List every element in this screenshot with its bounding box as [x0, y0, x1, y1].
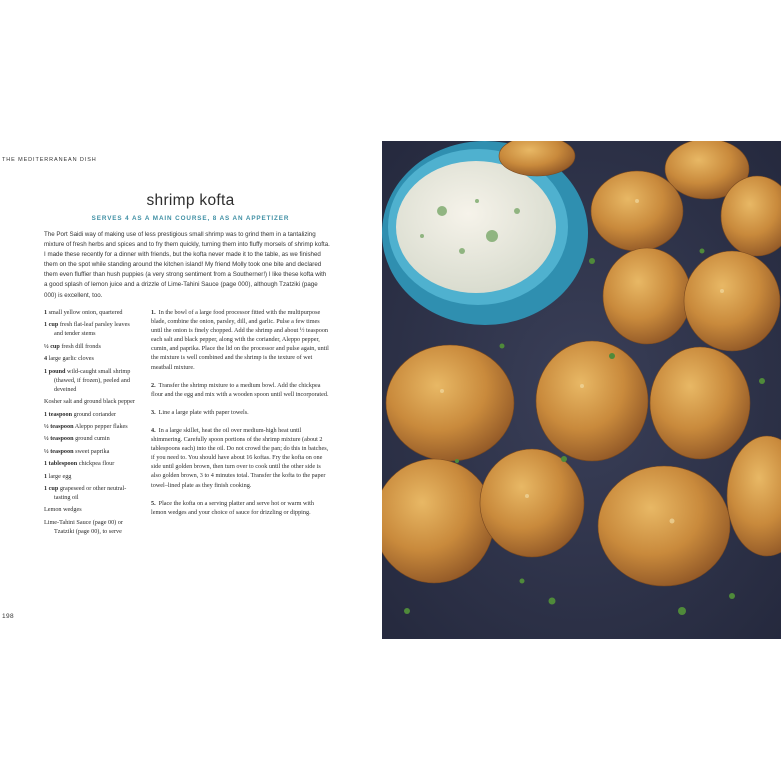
ingredient-text: wild-caught small shrimp (thawed, if frozen), peeled and deveined [54, 367, 131, 393]
page-number: 198 [2, 613, 15, 620]
method-step [151, 426, 329, 490]
ingredient-text: large garlic cloves [48, 355, 94, 363]
step-text: In the bowl of a large food processor fitted with the multipurpose blade, combine the onion, parsley, dill, and garlic. Pulse a few times until the onion is finely chopped. Add the shrimp and about ½ teaspoon each salt and black pepper, along with the coriander, Aleppo pepper, cumin, and paprika. Place the lid on the processor and pulse again, until the mixture is well combined and the shrimp is the texture of wet meatball mixture. [151, 309, 329, 371]
ingredient-text: Lemon wedges [44, 506, 82, 514]
ingredient-text: fresh dill fronds [61, 342, 101, 350]
ingredient-qty: 1 cup [44, 321, 59, 329]
ingredient-item [44, 447, 140, 456]
ingredient-item [44, 505, 140, 514]
shrimp-kofta-photo [382, 141, 781, 639]
ingredient-item [44, 308, 140, 317]
headnote [44, 230, 330, 301]
step-number: 5. [151, 499, 156, 507]
ingredient-list [44, 308, 140, 539]
ingredient-item [44, 342, 140, 351]
ingredient-qty: ½ cup [44, 342, 60, 350]
method-step [151, 308, 329, 372]
ingredient-text: Lime-Tahini Sauce (page 00) or Tzatziki (page 00), to serve [44, 518, 123, 535]
step-number: 1. [151, 309, 156, 316]
ingredient-text: small yellow onion, quartered [48, 309, 123, 316]
ingredient-item [44, 397, 140, 406]
ingredient-text: chickpea flour [78, 460, 115, 468]
ingredient-item [44, 459, 140, 468]
ingredient-item [44, 354, 140, 363]
ingredient-qty: 1 pound [44, 367, 66, 375]
step-number: 2. [151, 381, 156, 389]
ingredient-item [44, 367, 140, 394]
ingredient-qty: 1 cup [44, 484, 59, 492]
ingredient-qty: 4 [44, 355, 48, 363]
ingredient-item [44, 422, 140, 431]
ingredient-qty: ½ teaspoon [44, 423, 74, 431]
step-text: Line a large plate with paper towels. [158, 408, 249, 416]
ingredient-qty: 1 teaspoon [44, 410, 73, 418]
method-step [151, 408, 329, 417]
step-number: 4. [151, 426, 156, 434]
ingredient-qty: ½ teaspoon [44, 435, 74, 443]
ingredient-text: fresh flat-leaf parsley leaves and tender stems [54, 321, 130, 338]
ingredient-item [44, 518, 140, 536]
method-steps [151, 308, 329, 526]
ingredient-text: ground coriander [73, 410, 117, 418]
ingredient-text: large egg [48, 472, 72, 480]
ingredient-qty: 1 [44, 309, 48, 316]
ingredient-text: Aleppo pepper flakes [74, 423, 128, 431]
running-head: THE MEDITERRANEAN DISH [2, 157, 97, 163]
ingredient-item [44, 472, 140, 481]
ingredient-text: ground cumin [75, 435, 110, 443]
method-step [151, 499, 329, 517]
serves-line: SERVES 4 AS A MAIN COURSE, 8 AS AN APPETIZER [91, 215, 290, 222]
step-text: In a large skillet, heat the oil over medium-high heat until shimmering. Carefully spoon portions of the shrimp mixture (about 2 tablespoons each) into the oil. Do not crowd the pan; do this in batches, if you need to. You should have about 16 koftas. Fry the kofta on one side until golden brown, then turn over to cook until the other side is also golden brown, 3 to 4 minutes total. Transfer the kofta to the paper towel–lined plate as they finish cooking. [151, 426, 329, 489]
recipe-title: shrimp kofta [146, 192, 235, 209]
ingredient-text: grapeseed or other neutral-tasting oil [54, 484, 127, 502]
ingredient-item [44, 320, 140, 338]
ingredient-text: Kosher salt and ground black pepper [44, 398, 135, 406]
ingredient-text: sweet paprika [75, 447, 110, 455]
step-text: Place the kofta on a serving platter and serve hot or warm with lemon wedges and your choice of sauce for drizzling or dipping. [151, 499, 314, 516]
ingredient-item [44, 484, 140, 502]
step-number: 3. [151, 408, 156, 416]
step-text: Transfer the shrimp mixture to a medium bowl. Add the chickpea flour and the egg and mix with a wooden spoon until well incorporated. [151, 381, 329, 398]
ingredient-qty: ½ teaspoon [44, 447, 74, 455]
ingredient-item [44, 410, 140, 419]
ingredient-qty: 1 tablespoon [44, 460, 78, 468]
method-step [151, 381, 329, 399]
headnote-text: The Port Saidi way of making use of less prestigious small shrimp was to grind them in a tantalizing mixture of fresh herbs and spices and to fry them quickly, turning them into fluffy morsels of shrimp kofta. I made these recently for a dinner with friends, but the kofta never made it to the table, as we finished them on the spot while standing around the kitchen island! My friend Molly took one bite and declared them even fluffier than hush puppies (a very strong sentiment from a Southerner!) I like these kofta with a good splash of lemon juice and a drizzle of Lime-Tahini Sauce (page 000), although Tzatziki (page 000) is excellent, too. [44, 231, 330, 299]
ingredient-qty: 1 [44, 472, 48, 480]
ingredient-item [44, 434, 140, 443]
